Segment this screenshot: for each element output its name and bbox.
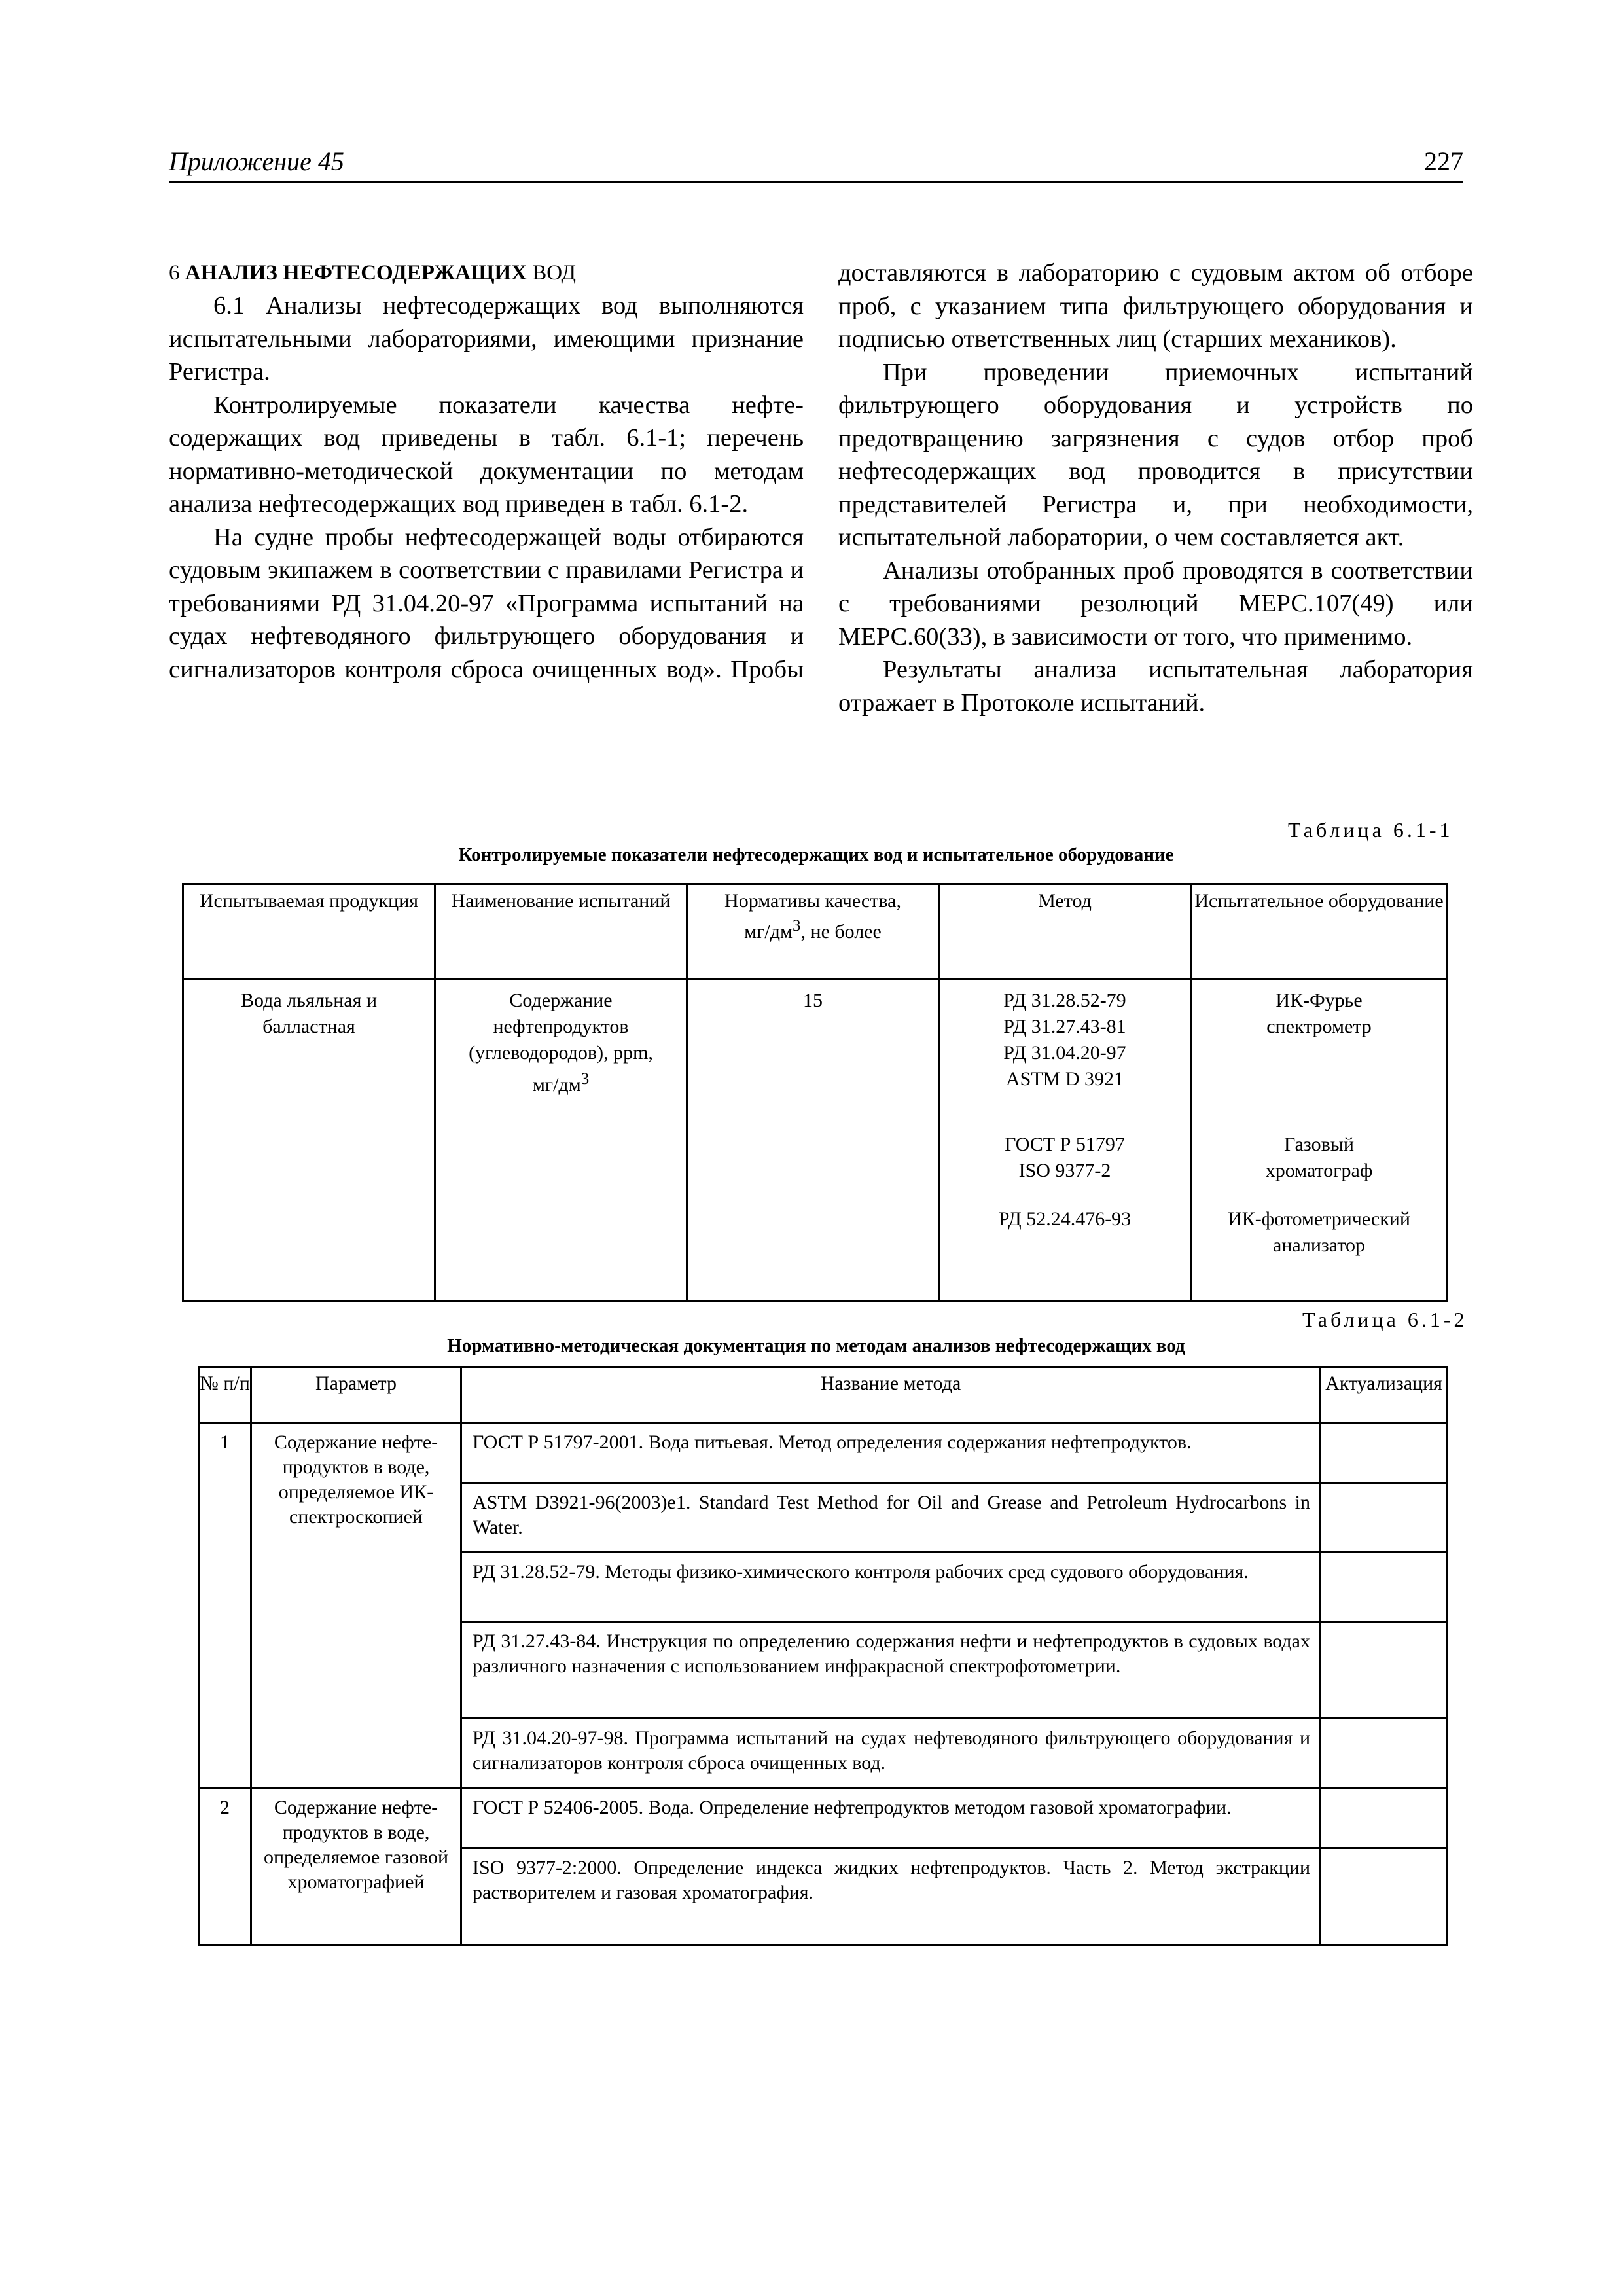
table2-label: Таблица 6.1-2 <box>1302 1308 1468 1331</box>
table-header-row <box>199 1367 1448 1423</box>
table1 <box>182 883 1448 1302</box>
header-norm: Нормативы качества, $мг/дм^3$, не более <box>687 884 939 979</box>
paragraph: Анализы отобранных проб проводятся в соответствии с требованиями резолюций МЕРС.107(49) или МЕРС.60(33), в зависимости от того, что применимо. <box>838 556 1473 651</box>
header-param: Параметр <box>251 1367 461 1423</box>
cell-method: ASTM D3921-96(2003)e1. Standard Test Method for Oil and Grease and Petroleum Hydrocarbons in Water. <box>461 1483 1321 1552</box>
table-row <box>199 1788 1448 1848</box>
page-header <box>169 145 1463 183</box>
header-method: Метод <box>939 884 1191 979</box>
table-row <box>183 979 1448 1302</box>
cell-param: Содержание нефтепродуктов в воде, определяемое газовой хроматографией <box>251 1788 461 1945</box>
cell-method: ISO 9377-2:2000. Определение индекса жидких нефтепродуктов. Часть 2. Метод экстракции растворителем и газовая хроматография. <box>461 1848 1321 1945</box>
left-column <box>169 257 804 686</box>
page-number: 227 <box>1424 147 1463 176</box>
paragraph: 6.1 Анализы нефтесодержащих вод выполняются испытательными лабораториями, имеющими признание Регистра. <box>169 292 804 386</box>
section-title: 6 АНАЛИЗ НЕФТЕСОДЕРЖАЩИХ ВОД <box>169 261 576 285</box>
cell-test: Содержание нефтепродуктов (углеводородов), ppm, $мг/дм^3$ <box>435 979 687 1302</box>
cell-product: Вода льяльная и балластная <box>183 979 435 1302</box>
cell-actualization <box>1321 1423 1448 1483</box>
cell-num: 2 <box>199 1788 251 1945</box>
cell-method: РД 31.27.43-84. Инструкция по определению содержания нефти и нефтепродуктов в судовых водах различного назначения с использованием инфракрасной спектрофотометрии. <box>461 1622 1321 1719</box>
table1-title: Контролируемые показатели нефтесодержащих вод и испытательное оборудование <box>458 844 1174 865</box>
right-column <box>838 257 1473 719</box>
cell-method: РД 31.04.20-97-98. Программа испытаний на судах нефтеводяного фильтрующего оборудования и сигнализаторов контроля сброса очищенных вод. <box>461 1719 1321 1788</box>
cell-actualization <box>1321 1552 1448 1622</box>
cell-method: ГОСТ Р 52406-2005. Вода. Определение нефтепродуктов методом газовой хроматографии. <box>461 1788 1321 1848</box>
table2 <box>198 1366 1448 1946</box>
header-num: № п/п <box>199 1367 251 1423</box>
cell-num: 1 <box>199 1423 251 1788</box>
cell-method: РД 31.28.52-79. Методы физико-химического контроля рабочих сред судового оборудования. <box>461 1552 1321 1622</box>
cell-norm: 15 <box>687 979 939 1302</box>
header-product: Испытываемая продукция <box>183 884 435 979</box>
cell-methods: РД 31.28.52-79 РД 31.27.43-81 РД 31.04.20-97 ASTM D 3921 ГОСТ Р 51797 ISO 9377-2 РД 52.24.476-93 <box>939 979 1191 1302</box>
cell-actualization <box>1321 1622 1448 1719</box>
cell-param: Содержание нефтепродуктов в воде, определяемое ИК-спектроскопией <box>251 1423 461 1788</box>
paragraph: доставляются в лабораторию с судовым актом об отборе проб, с указанием типа фильтрующего оборудования и подписью ответственных лиц (старших механиков). <box>838 259 1473 353</box>
paragraph: На судне пробы нефтесодержащей воды отбираются судовым экипажем в соответствии с правилами Регистра и требованиями РД 31.04.20-97 «Программа испытаний на судах нефтеводяного фильтрующего оборудования и сигнализаторов контроля сброса очищенных вод». Пробы <box>169 523 804 683</box>
paragraph: При проведении приемочных испытаний фильтрующего оборудования и устройств по предотвращению загрязнения с судов отбор проб нефтесодержащих вод проводится в присутствии представителей Регистра и, при необходимости, испытательной лаборатории, о чем составляется акт. <box>838 358 1473 551</box>
cell-method: ГОСТ Р 51797-2001. Вода питьевая. Метод определения содержания нефтепродуктов. <box>461 1423 1321 1483</box>
table2-title: Нормативно-методическая документация по методам анализов нефтесодержащих вод <box>447 1335 1185 1356</box>
table-header-row <box>183 884 1448 979</box>
cell-actualization <box>1321 1848 1448 1945</box>
table1-label: Таблица 6.1-1 <box>1288 818 1454 842</box>
header-actualization: Актуализация <box>1321 1367 1448 1423</box>
header-appendix: Приложение 45 <box>169 147 344 176</box>
header-method-name: Название метода <box>461 1367 1321 1423</box>
paragraph: Результаты анализа испытательная лаборатория отражает в Протоколе испытаний. <box>838 656 1473 717</box>
table-row <box>199 1423 1448 1483</box>
cell-actualization <box>1321 1483 1448 1552</box>
header-test: Наименование испытаний <box>435 884 687 979</box>
paragraph: Контролируемые показатели качества нефтесодержащих вод приведены в табл. 6.1-1; перечень нормативно-методической документации по методам анализа нефтесодержащих вод приведен в табл. 6.1-2. <box>169 391 804 518</box>
cell-actualization <box>1321 1719 1448 1788</box>
cell-actualization <box>1321 1788 1448 1848</box>
cell-equipment: ИК-Фурье спектрометр Газовый хроматограф ИК-фотометрический анализатор <box>1191 979 1448 1302</box>
header-equipment: Испытательное оборудование <box>1191 884 1448 979</box>
